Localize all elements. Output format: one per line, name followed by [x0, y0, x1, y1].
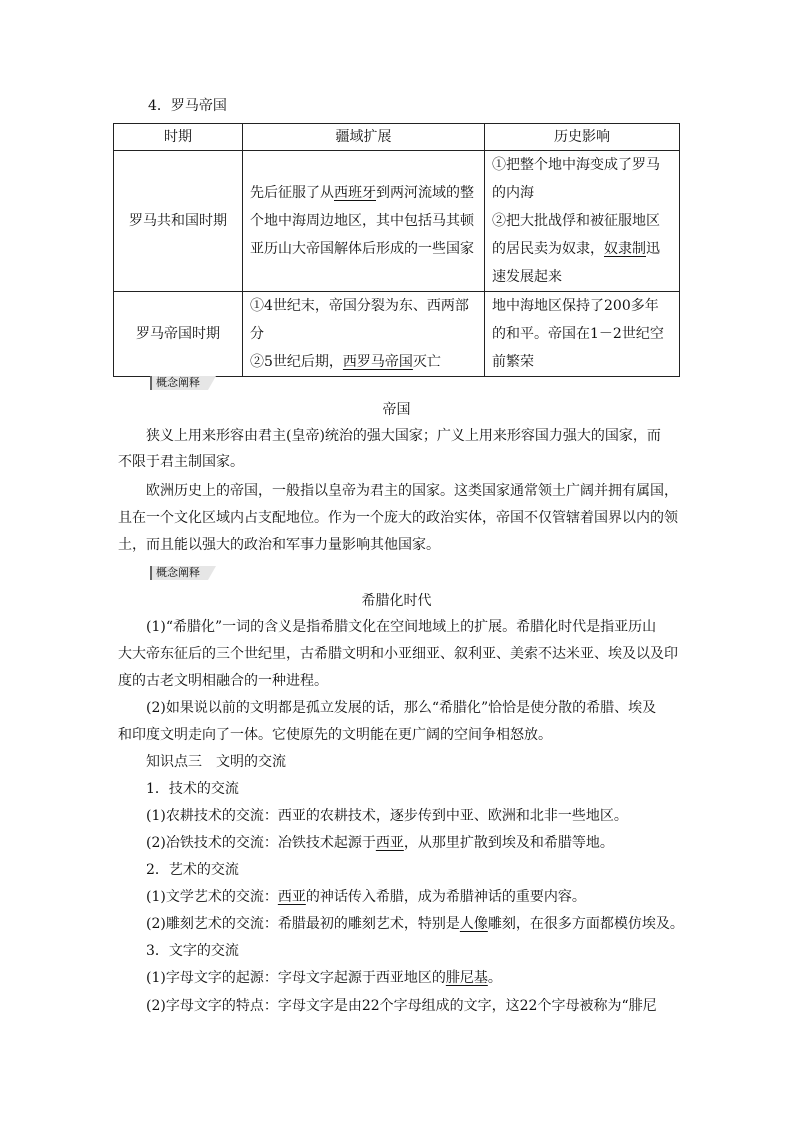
cell-text [492, 207, 672, 291]
underlined-term: 西班牙 [334, 185, 376, 201]
concept-title: 帝国 [382, 402, 411, 418]
underlined-term: 西亚 [375, 835, 404, 851]
col-header-expansion: 疆域扩展 [243, 124, 485, 151]
period-cell: 罗马帝国时期 [114, 292, 243, 377]
cell-text: 灭亡 [412, 354, 441, 370]
paragraph-line: 狭义上用来形容由君主(皇帝)统治的强大国家；广义上用来形容国力强大的国家，而 [146, 428, 661, 444]
table-row [114, 292, 680, 377]
cell-text: ②5世纪后期， [250, 354, 343, 370]
cell-text: 迅速发展起来 [492, 241, 660, 285]
line-text: (2)雕刻艺术的交流：希腊最初的雕刻艺术，特别是 [146, 916, 460, 932]
subsection-title: 1．技术的交流 [146, 781, 239, 797]
underlined-term: 腓尼基 [445, 970, 488, 986]
line-text: (2)冶铁技术的交流：冶铁技术起源于 [146, 835, 376, 851]
col-header-impact: 历史影响 [485, 124, 680, 151]
cell-text: 到两河流域的整个地中海周边地区，其中包括马其顿亚历山大帝国解体后形成的一些国家 [250, 185, 474, 257]
paragraph-line: (1)“希腊化”一词的含义是指希腊文化在空间地域上的扩展。希腊化时代是指亚历山 [146, 619, 657, 635]
paragraph-line: 欧洲历史上的帝国，一般指以皇帝为君主的国家。这类国家通常领土广阔并拥有属国， [146, 483, 678, 499]
paragraph-line: 不限于君主制国家。 [118, 454, 244, 470]
impact-cell [485, 151, 680, 292]
expansion-cell [243, 151, 485, 292]
line-text: (1)文学艺术的交流： [146, 889, 278, 905]
concept-badge: 概念阐释 [150, 566, 208, 580]
table-row [114, 151, 680, 292]
concept-title: 希腊化时代 [361, 593, 432, 609]
subsection-title: 2．艺术的交流 [146, 862, 239, 878]
paragraph-line: 且在一个文化区域内占支配地位。作为一个庞大的政治实体，帝国不仅管辖着国界以内的领 [118, 510, 678, 526]
underlined-term: 人像 [459, 916, 488, 932]
impact-cell: 地中海地区保持了200多年的和平。帝国在1－2世纪空前繁荣 [485, 292, 680, 377]
paragraph-line: 大大帝东征后的三个世纪里，古希腊文明和小亚细亚、叙利亚、美索不达米亚、埃及以及印 [118, 646, 678, 662]
line-text: (1)字母文字的起源：字母文字起源于西亚地区的 [146, 970, 446, 986]
section-title: 知识点三 文明的交流 [146, 754, 286, 770]
period-cell: 罗马共和国时期 [114, 151, 243, 292]
paragraph-line: 度的古老文明相融合的一种进程。 [118, 673, 328, 689]
line-text: 的神话传入希腊，成为希腊神话的重要内容。 [305, 889, 586, 905]
section-heading: 4．罗马帝国 [148, 98, 227, 114]
col-header-period: 时期 [114, 124, 243, 151]
paragraph-line [146, 833, 614, 853]
line-text: 。 [487, 970, 502, 986]
underlined-term: 西罗马帝国 [342, 354, 413, 370]
subsection-title: 3．文字的交流 [146, 943, 239, 959]
paragraph-line [146, 968, 502, 988]
roman-empire-table [113, 123, 680, 377]
paragraph-line: 和印度文明走向了一体。它使原先的文明能在更广阔的空间争相怒放。 [118, 727, 552, 743]
paragraph-line [146, 914, 684, 934]
table-header-row [114, 124, 680, 151]
paragraph-line: (2)字母文字的特点：字母文字是由22个字母组成的文字，这22个字母被称为“腓尼 [146, 998, 657, 1014]
paragraph-line: (2)如果说以前的文明都是孤立发展的话，那么“希腊化”恰恰是使分散的希腊、埃及 [146, 700, 657, 716]
cell-text: ①把整个地中海变成了罗马的内海 [492, 157, 660, 201]
cell-text: 先后征服了从 [250, 185, 334, 201]
underlined-term: 西亚 [277, 889, 306, 905]
cell-text [250, 348, 477, 376]
cell-text: ②把大批战俘和被征服地区的居民卖为奴隶， [492, 213, 660, 257]
underlined-term: 奴隶制 [604, 241, 646, 257]
line-text: 雕刻，在很多方面都模仿埃及。 [487, 916, 684, 932]
paragraph-line: 土，而且能以强大的政治和军事力量影响其他国家。 [118, 537, 440, 553]
cell-text: ①4世纪末，帝国分裂为东、西两部分 [250, 298, 469, 342]
line-text: ，从那里扩散到埃及和希腊等地。 [403, 835, 614, 851]
paragraph-line: (1)农耕技术的交流：西亚的农耕技术，逐步传到中亚、欧洲和北非一些地区。 [146, 808, 628, 824]
paragraph-line [146, 887, 586, 907]
expansion-cell [243, 292, 485, 377]
concept-badge: 概念阐释 [150, 376, 208, 390]
